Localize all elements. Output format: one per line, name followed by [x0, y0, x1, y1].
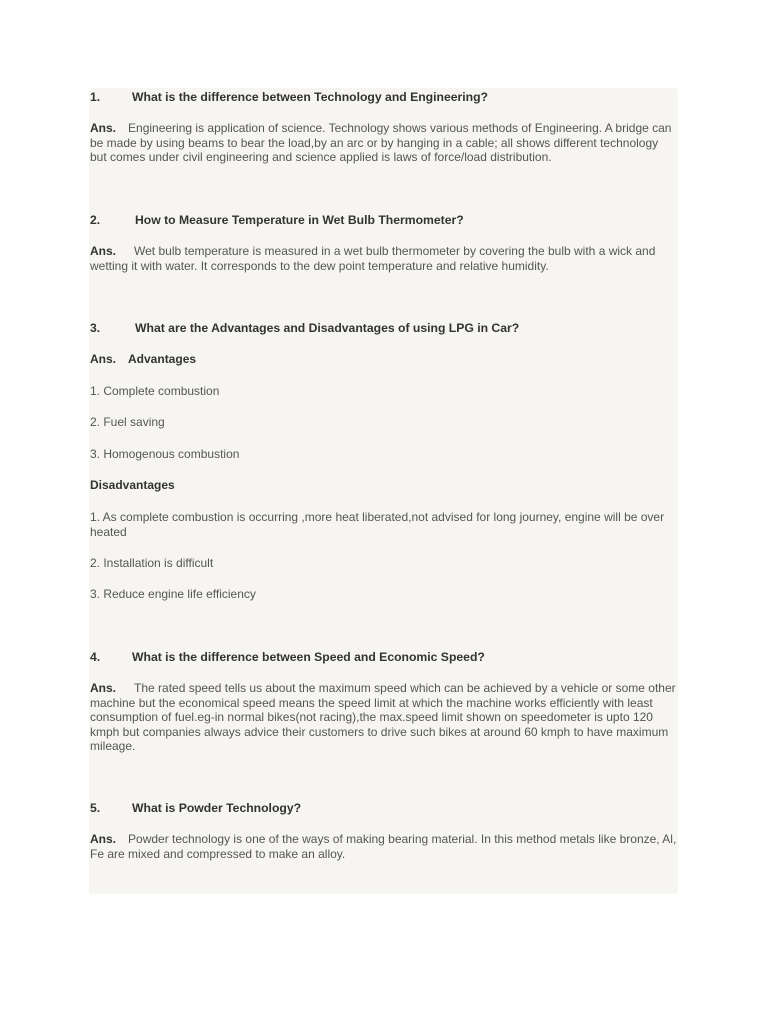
- qa-item-4: [90, 650, 678, 754]
- disadvantage-item: 3. Reduce engine life efficiency: [90, 587, 256, 601]
- question-text: What is Powder Technology?: [132, 801, 302, 815]
- answer-2: [90, 244, 678, 273]
- question-text: What is the difference between Speed and Economic Speed?: [132, 650, 485, 664]
- ans-label: Ans.: [90, 832, 117, 846]
- question-2: [90, 213, 678, 228]
- qa-item-5: [90, 801, 678, 861]
- answer-3-intro: [90, 352, 196, 367]
- question-1: [90, 90, 678, 105]
- question-text: How to Measure Temperature in Wet Bulb Thermometer?: [135, 213, 464, 227]
- answer-1: [90, 121, 678, 165]
- disadvantage-item: 2. Installation is difficult: [90, 556, 214, 570]
- answer-text: Wet bulb temperature is measured in a wet bulb thermometer by covering the bulb with a wick and wetting it with water. It corresponds to the dew point temperature and relative humidity.: [90, 244, 656, 273]
- answer-text: The rated speed tells us about the maximum speed which can be achieved by a vehicle or some other machine but the economical speed means the speed limit at which the machine works efficiently with least consumption of fuel.eg-in normal bikes(not racing),the max.speed limit shown on speedometer is upto 120 kmph but companies always advice their customers to drive such bikes at around 60 kmph to have maximum mileage.: [90, 681, 676, 754]
- advantages-heading: Advantages: [128, 352, 197, 366]
- qa-item-1: [90, 90, 678, 165]
- advantage-item: 2. Fuel saving: [90, 415, 165, 429]
- ans-label: Ans.: [90, 681, 117, 695]
- qa-item-2: [90, 213, 678, 273]
- question-number: 1.: [90, 90, 101, 104]
- disadvantage-item: 1. As complete combustion is occurring ,more heat liberated,not advised for long journey, engine will be over heated: [90, 510, 665, 539]
- answer-4: [90, 681, 678, 754]
- document-panel: [89, 88, 678, 894]
- question-number: 4.: [90, 650, 101, 664]
- disadvantages-heading: Disadvantages: [90, 478, 175, 492]
- answer-5: [90, 832, 678, 861]
- answer-text: Powder technology is one of the ways of making bearing material. In this method metals like bronze, Al, Fe are mixed and compressed to make an alloy.: [90, 832, 677, 861]
- question-5: [90, 801, 678, 816]
- advantage-item: 3. Homogenous combustion: [90, 447, 240, 461]
- advantage-item: 1. Complete combustion: [90, 384, 220, 398]
- question-3: [90, 321, 678, 336]
- question-text: What is the difference between Technology and Engineering?: [132, 90, 488, 104]
- ans-label: Ans.: [90, 352, 117, 366]
- ans-label: Ans.: [90, 244, 117, 258]
- question-number: 2.: [90, 213, 101, 227]
- question-text: What are the Advantages and Disadvantages of using LPG in Car?: [135, 321, 520, 335]
- ans-label: Ans.: [90, 121, 117, 135]
- question-number: 3.: [90, 321, 101, 335]
- answer-text: Engineering is application of science. Technology shows various methods of Engineering. A bridge can be made by using beams to bear the load,by an arc or by hanging in a cable; all shows different technology but comes under civil engineering and science applied is laws of force/load distribution.: [90, 121, 672, 165]
- question-4: [90, 650, 678, 665]
- qa-item-3: [90, 321, 678, 336]
- question-number: 5.: [90, 801, 101, 815]
